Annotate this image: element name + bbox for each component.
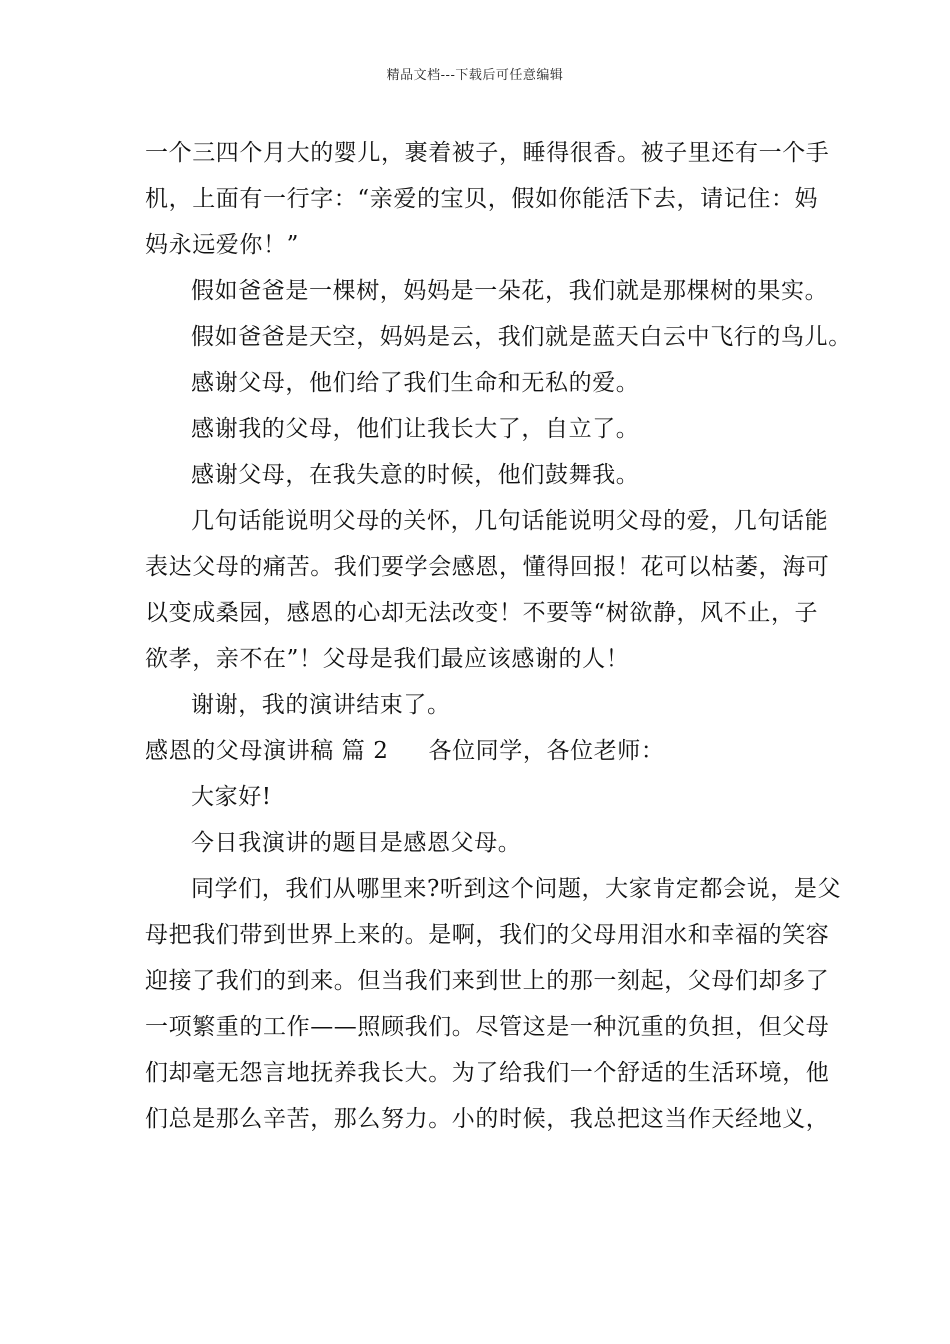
paragraphs-part-1 (145, 130, 852, 728)
text-line: 机，上面有一行字：“亲爱的宝贝，假如你能活下去，请记住：妈 (145, 186, 819, 212)
text-line: 母把我们带到世界上来的。是啊，我们的父母用泪水和幸福的笑容 (145, 922, 830, 948)
text-line: 欲孝，亲不在”！父母是我们最应该感谢的人！ (145, 646, 630, 672)
section-title: 感恩的父母演讲稿 篇 2 (145, 738, 389, 764)
text-line: 今日我演讲的题目是感恩父母。 (191, 830, 522, 856)
text-line: 感谢父母，他们给了我们生命和无私的爱。 (191, 370, 640, 396)
text-line: 谢谢，我的演讲结束了。 (191, 692, 451, 718)
document-body (145, 130, 852, 1142)
text-line: 假如爸爸是一棵树，妈妈是一朵花，我们就是那棵树的果实。 (191, 278, 829, 304)
paragraphs-part-2 (145, 774, 842, 1142)
section-heading (145, 728, 810, 774)
section-greeting: 各位同学，各位老师： (428, 738, 665, 764)
text-line: 表达父母的痛苦。我们要学会感恩，懂得回报！花可以枯萎，海可 (145, 554, 830, 580)
text-line: 迎接了我们的到来。但当我们来到世上的那一刻起，父母们却多了 (145, 968, 830, 994)
text-line: 一项繁重的工作——照顾我们。尽管这是一种沉重的负担，但父母 (145, 1014, 830, 1040)
text-line: 同学们，我们从哪里来?听到这个问题，大家肯定都会说，是父 (191, 876, 842, 902)
page-header: 精品文档---下载后可任意编辑 (386, 68, 564, 83)
text-line: 以变成桑园，感恩的心却无法改变！不要等“树欲静，风不止，子 (145, 600, 819, 626)
text-line: 妈永远爱你！” (145, 232, 299, 258)
text-line: 们却毫无怨言地抚养我长大。为了给我们一个舒适的生活环境，他 (145, 1060, 830, 1086)
text-line: 感谢父母，在我失意的时候，他们鼓舞我。 (191, 462, 640, 488)
text-line: 假如爸爸是天空，妈妈是云，我们就是蓝天白云中飞行的鸟儿。 (191, 324, 852, 350)
text-line: 一个三四个月大的婴儿，裹着被子，睡得很香。被子里还有一个手 (145, 140, 830, 166)
text-line: 感谢我的父母，他们让我长大了，自立了。 (191, 416, 640, 442)
text-line: 几句话能说明父母的关怀，几句话能说明父母的爱，几句话能 (191, 508, 829, 534)
text-line: 们总是那么辛苦，那么努力。小的时候，我总把这当作天经地义， (145, 1106, 830, 1132)
text-line: 大家好! (191, 784, 272, 810)
